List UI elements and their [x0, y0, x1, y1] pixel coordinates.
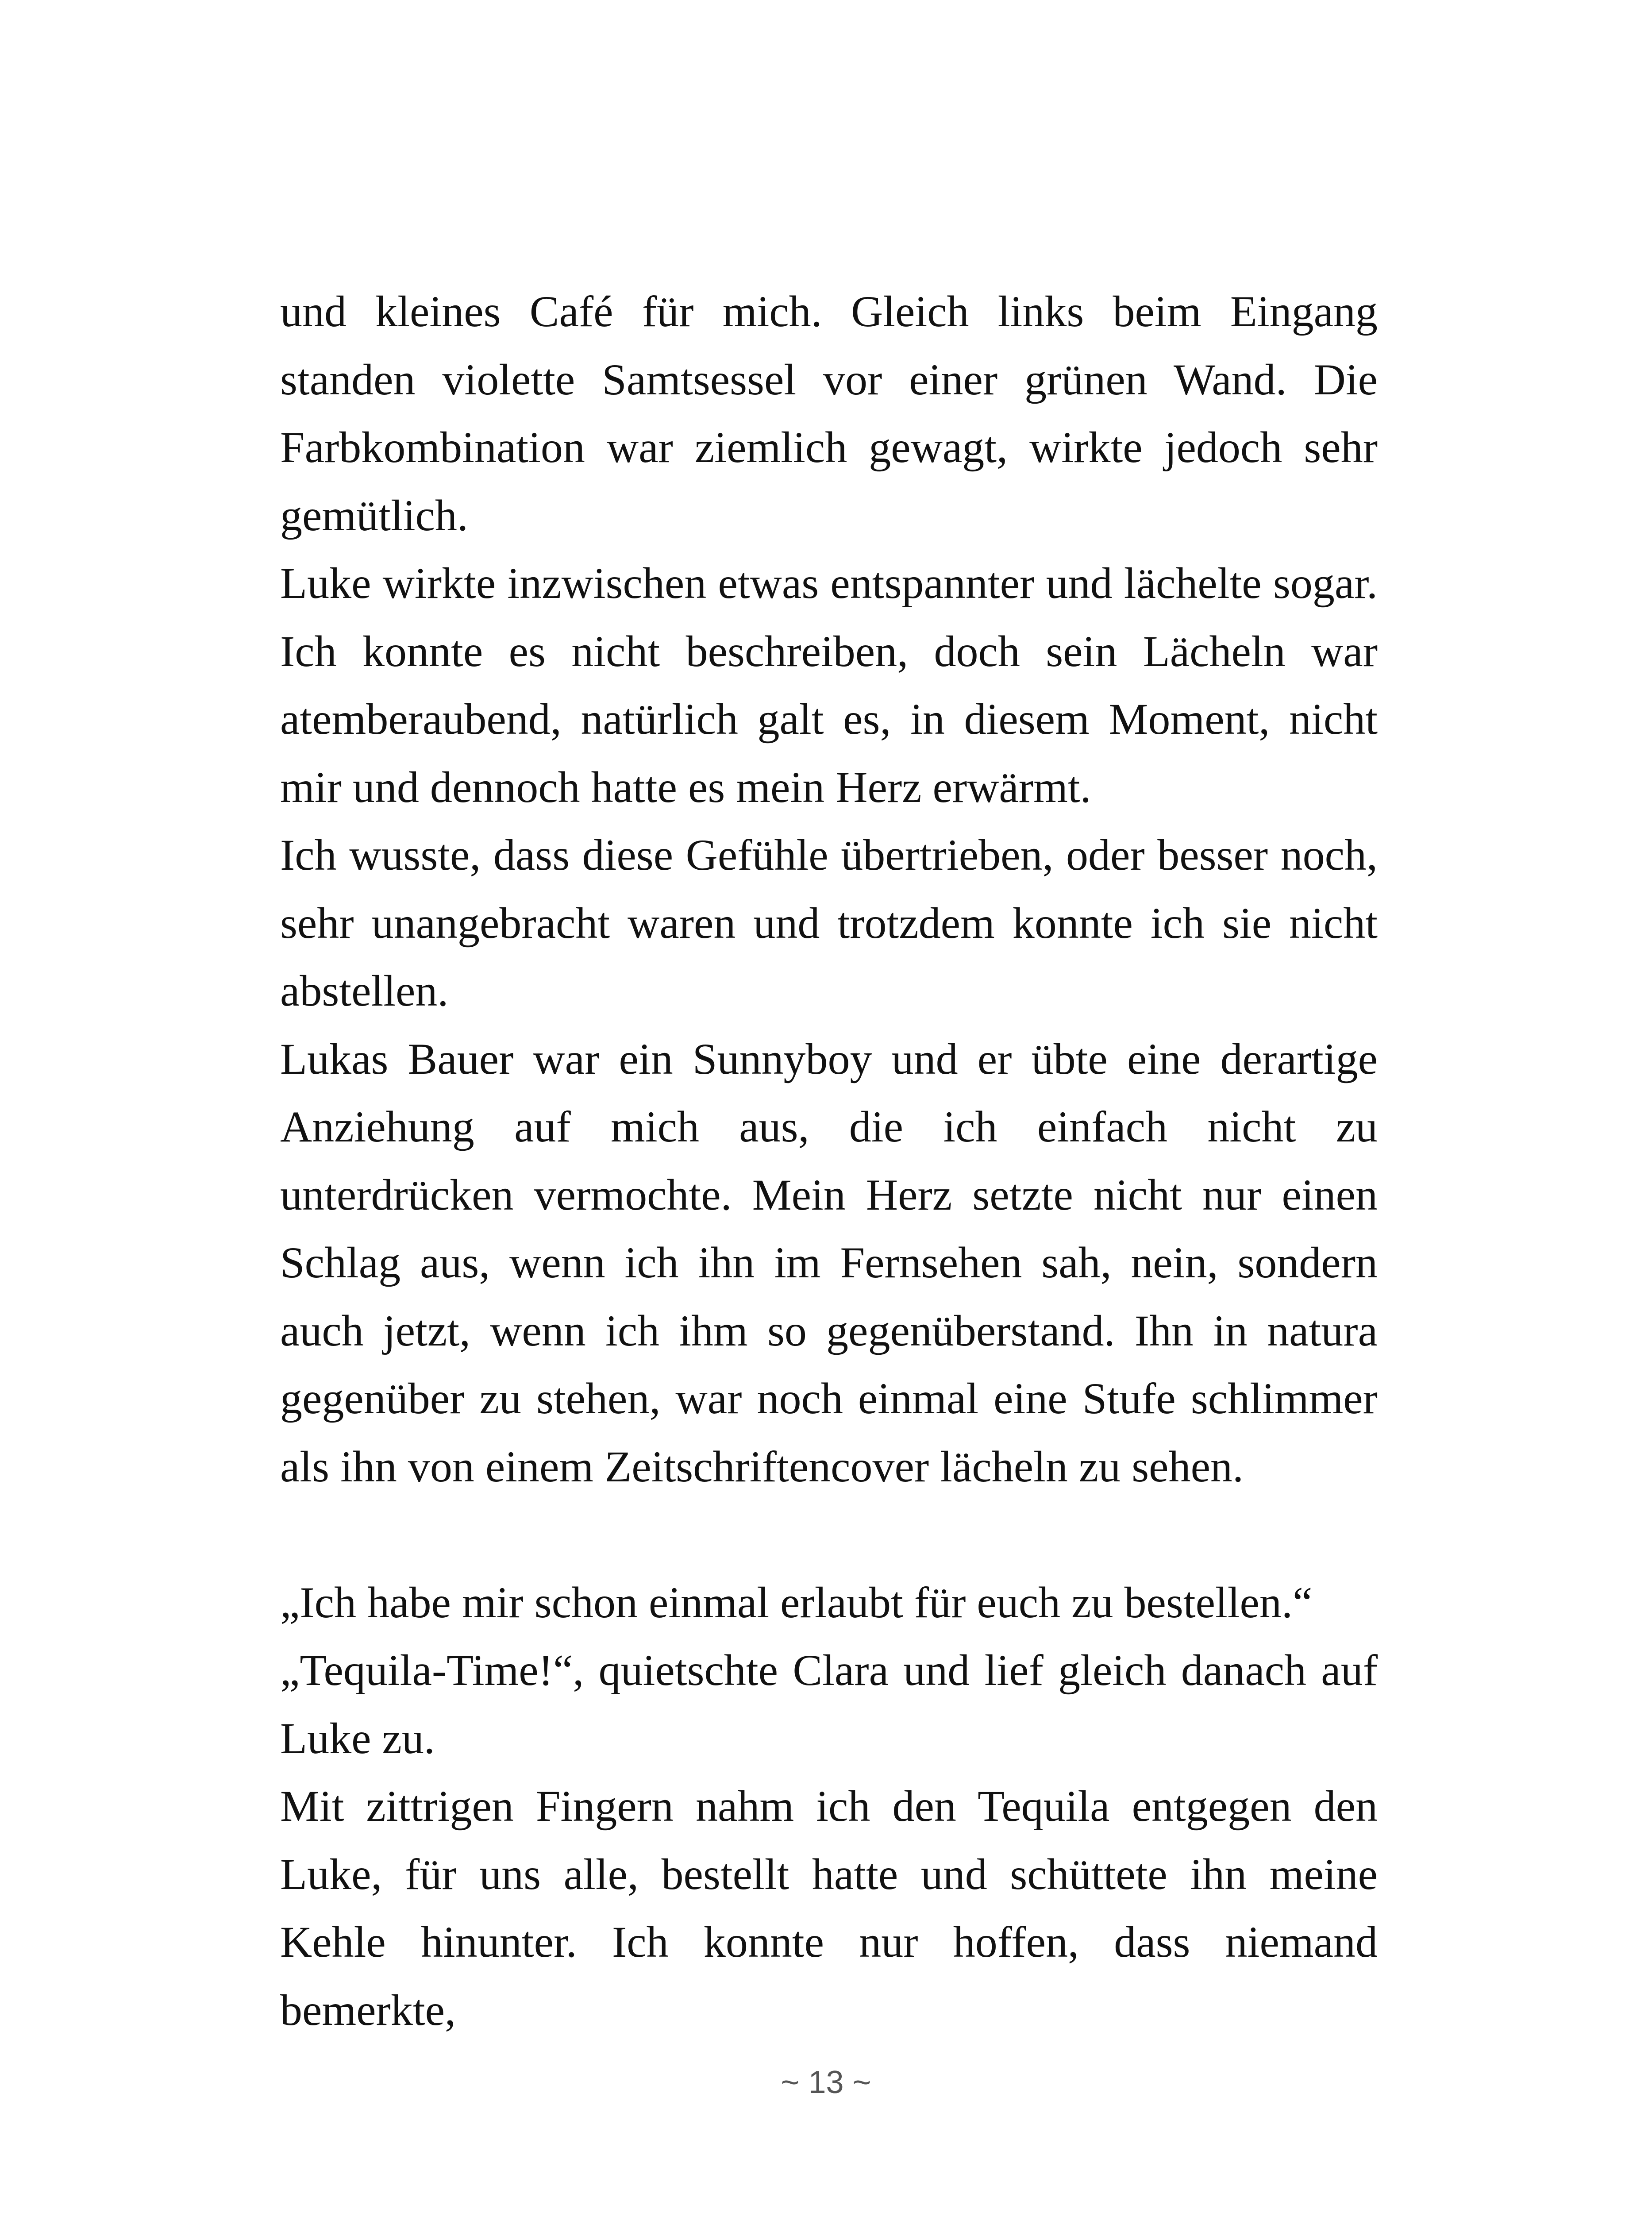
paragraph-5: „Ich habe mir schon einmal erlaubt für euch zu bestellen.“ — [280, 1577, 1313, 1627]
paragraph-1: und kleines Café für mich. Gleich links beim Eingang standen violette Samtsessel vor einer grünen Wand. Die Farbkombination war ziemlich gewagt, wirkte jedoch sehr gemütlich. — [280, 287, 1378, 540]
body-text — [280, 278, 1378, 2044]
paragraph-3: Ich wusste, dass diese Gefühle übertrieben, oder besser noch, sehr unangebracht waren und trotzdem konnte ich sie nicht abstellen. — [280, 830, 1378, 1015]
page-number: ~ 13 ~ — [781, 2065, 871, 2100]
paragraph-7: Mit zittrigen Fingern nahm ich den Tequila entgegen den Luke, für uns alle, bestellt hatte und schüttete ihn meine Kehle hinunter. Ich konnte nur hoffen, dass niemand bemerkte, — [280, 1781, 1378, 2035]
paragraph-6: „Tequila-Time!“, quietschte Clara und lief gleich danach auf Luke zu. — [280, 1646, 1378, 1763]
paragraph-4: Lukas Bauer war ein Sunnyboy und er übte eine derartige Anziehung auf mich aus, die ich einfach nicht zu unterdrücken vermochte. Mein Herz setzte nicht nur einen Schlag aus, wenn ich ihn im Fernsehen sah, nein, sondern auch jetzt, wenn ich ihm so gegenüberstand. Ihn in natura gegenüber zu stehen, war noch einmal eine Stufe schlimmer als ihn von einem Zeitschriftencover lächeln zu sehen. — [280, 1034, 1378, 1491]
paragraph-2: Luke wirkte inzwischen etwas entspannter und lächelte sogar. Ich konnte es nicht beschreiben, doch sein Lächeln war atemberaubend, natürlich galt es, in diesem Moment, nicht mir und dennoch hatte es mein Herz erwärmt. — [280, 559, 1378, 812]
